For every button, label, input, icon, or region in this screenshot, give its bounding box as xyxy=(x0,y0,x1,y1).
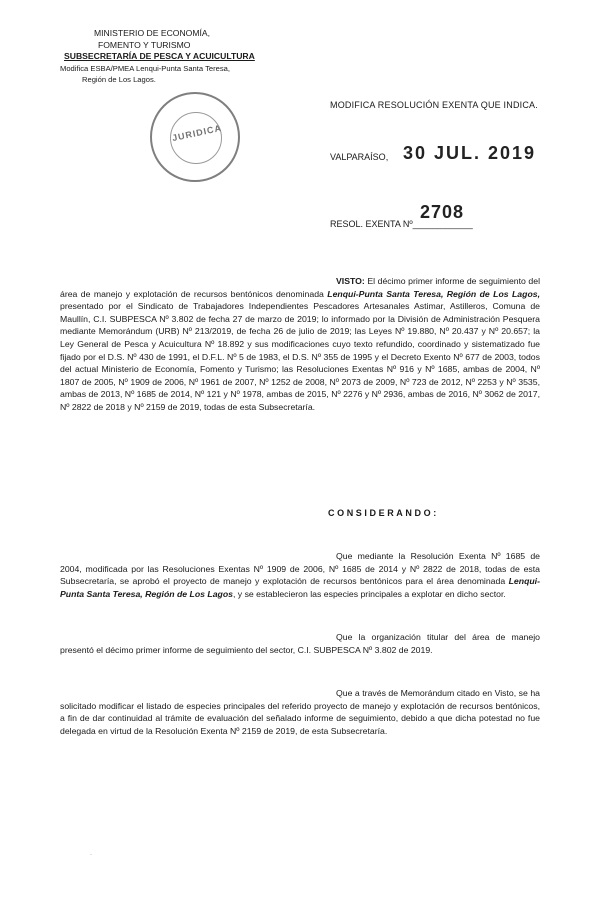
place-label: VALPARAÍSO, xyxy=(330,152,389,162)
subject-line-2: Región de Los Lagos. xyxy=(82,75,156,85)
visto-text-1: El décimo primer informe de seguimiento del área de manejo y explotación de recursos bentónicos denominada xyxy=(60,276,540,299)
resolution-dash: ____________ xyxy=(412,219,473,229)
reference-title: MODIFICA RESOLUCIÓN EXENTA QUE INDICA. xyxy=(330,100,538,110)
visto-text-2: presentado por el Sindicato de Trabajadores Independientes Pescadores Artesanales Astimar, Astilleros, Comuna de Maullín, C.I. SUBPESCA Nº 3.802 de fecha 27 de marzo de 2019; lo informado por la División de Administración Pesquera mediante Memorándum (URB) Nº 213/2019, de fecha 26 de julio de 2019; las Leyes Nº 19.880, Nº 20.437 y Nº 20.657; la Ley General de Pesca y Acuicultura Nº 18.892 y sus modificaciones cuyo texto refundido, coordinado y sistematizado fue fijado por el D.S. Nº 430 de 1991, el D.F.L. Nº 5 de 1983, el D.S. Nº 355 de 1995 y el Decreto Exento Nº 677 de 2003, todos del actual Ministerio de Economía, Fomento y Turismo; las Resoluciones Exentas Nº 916 y Nº 1685, ambas de 2004, Nº 1807 de 2005, Nº 1909 de 2006, Nº 1961 de 2007, Nº 1252 de 2008, Nº 2073 de 2009, Nº 723 de 2012, Nº 2253 y Nº 3535, ambas de 2013, Nº 1685 de 2014, Nº 121 y Nº 1978, ambas de 2015, Nº 2276 y Nº 2936, ambas de 2016, Nº 3062 de 2017, Nº 2822 de 2018 y Nº 2159 de 2019, todas de esta Subsecretaría. xyxy=(60,301,540,412)
visto-area-name: Lenqui-Punta Santa Teresa, Región de Los Lagos, xyxy=(327,288,540,299)
p1-area-name: Lenqui-Punta Santa Teresa, Región de Los Lagos xyxy=(60,576,540,599)
visto-paragraph xyxy=(60,275,540,414)
considerando-paragraph-2: Que la organización titular del área de manejo presentó el décimo primer informe de seguimiento del sector, C.I. SUBPESCA Nº 3.802 de 2019. xyxy=(60,632,540,655)
considerando-paragraph-3: Que a través de Memorándum citado en Visto, se ha solicitado modificar el listado de especies principales del referido proyecto de manejo y explotación de recursos bentónicos, a fin de dar continuidad al trámite de evaluación del señalado informe de seguimiento, debido a que dicha potestad no fue delegada en virtud de la Resolución Exenta Nº 2159 de 2019, de esta Subsecretaría. xyxy=(60,688,540,736)
p1-text-2: , y se establecieron las especies principales a explotar en dicho sector. xyxy=(232,588,506,599)
resolution-label-text: RESOL. EXENTA Nº xyxy=(330,219,413,229)
ministry-line-1: MINISTERIO DE ECONOMÍA, xyxy=(94,28,211,38)
stamp-text: JURIDICA xyxy=(171,122,223,144)
p1-text-1: Que mediante la Resolución Exenta Nº 1685 de 2004, modificada por las Resoluciones Exentas Nº 1909 de 2006, Nº 1685 de 2014 y Nº 2822 de 2018, todas de esta Subsecretaría, se aprobó el proyecto de manejo y explotación de recursos bentónicos para el área denominada xyxy=(60,551,540,587)
ministry-line-2: FOMENTO Y TURISMO xyxy=(98,39,191,50)
subsecretaria-line: SUBSECRETARÍA DE PESCA Y ACUICULTURA xyxy=(64,51,255,62)
juridica-stamp xyxy=(150,92,240,182)
considerando-heading: CONSIDERANDO: xyxy=(328,508,439,518)
letterhead xyxy=(60,28,280,86)
considerando-paragraph-1 xyxy=(60,550,540,600)
date-stamp: 30 JUL. 2019 xyxy=(403,143,537,163)
resolution-number: 2708 xyxy=(420,202,465,222)
subject-line-1: Modifica ESBA/PMEA Lenqui-Punta Santa Teresa, xyxy=(60,63,230,73)
visto-label: VISTO: xyxy=(336,276,365,286)
page-mark: · xyxy=(90,852,92,858)
